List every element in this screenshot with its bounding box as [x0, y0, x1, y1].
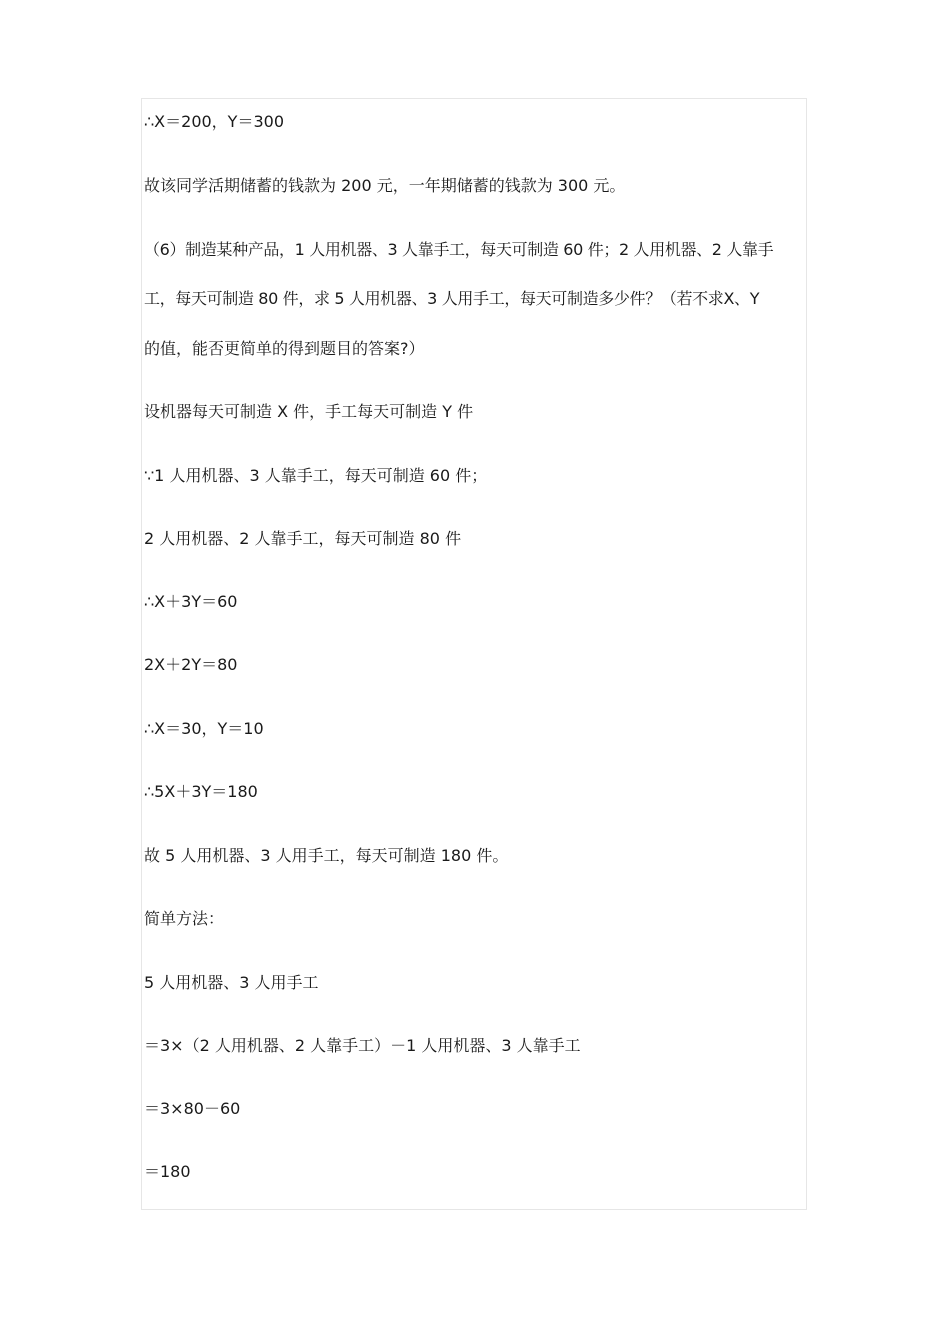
text-line-13: 故 5 人用机器、3 人用手工，每天可制造 180 件。 [144, 846, 509, 865]
text-line-15: 5 人用机器、3 人用手工 [144, 973, 319, 992]
text-line-7: ∵1 人用机器、3 人靠手工，每天可制造 60 件； [144, 466, 488, 485]
text-line-8: 2 人用机器、2 人靠手工，每天可制造 80 件 [144, 529, 462, 548]
text-line-4: 工，每天可制造 80 件，求 5 人用机器、3 人用手工，每天可制造多少件？（若不求X、Y [144, 289, 760, 308]
text-line-17: ＝3×80－60 [144, 1099, 241, 1118]
text-line-14: 简单方法： [144, 909, 225, 928]
text-line-16: ＝3×（2 人用机器、2 人靠手工）－1 人用机器、3 人靠手工 [144, 1036, 581, 1055]
text-line-18: ＝180 [144, 1162, 191, 1181]
text-line-1: ∴X＝200，Y＝300 [144, 112, 284, 131]
text-line-11: ∴X＝30，Y＝10 [144, 719, 264, 738]
text-line-2: 故该同学活期储蓄的钱款为 200 元，一年期储蓄的钱款为 300 元。 [144, 176, 626, 195]
text-line-3: （6）制造某种产品，1 人用机器、3 人靠手工，每天可制造 60 件；2 人用机器、2 人靠手 [144, 240, 774, 259]
text-line-9: ∴X＋3Y＝60 [144, 592, 238, 611]
text-line-5: 的值，能否更简单的得到题目的答案?） [144, 339, 425, 358]
text-line-12: ∴5X＋3Y＝180 [144, 782, 258, 801]
text-line-6: 设机器每天可制造 X 件，手工每天可制造 Y 件 [144, 402, 474, 421]
text-line-10: 2X＋2Y＝80 [144, 655, 238, 674]
